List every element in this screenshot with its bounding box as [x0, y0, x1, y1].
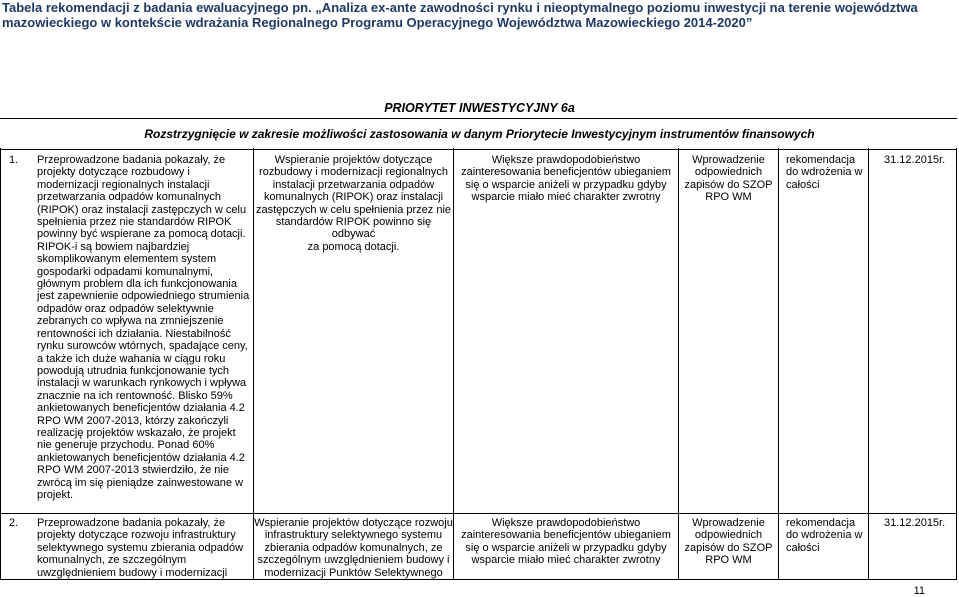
recommendation-text: Wspieranie projektów dotyczące rozwoju infrastruktury selektywnego systemu zbierania odpadów komunalnych, ze szczególnym uwzględnieniem budowy i modernizacji Punktów Selektywnego — [254, 517, 453, 579]
table-bottom-border — [0, 579, 957, 580]
priority-heading: PRIORYTET INWESTYCYJNY 6a — [384, 101, 575, 115]
deadline-text: 31.12.2015r. — [884, 154, 946, 166]
status-text: rekomendacja do wdrożenia w całości — [786, 517, 863, 554]
row-number: 1. — [9, 154, 19, 166]
deadline-text: 31.12.2015r. — [884, 517, 946, 529]
page-number: 11 — [913, 585, 925, 597]
column-divider — [678, 148, 679, 580]
finding-text: Przeprowadzone badania pokazały, że projekty dotyczące rozwoju infrastruktury selektywnego systemu zbierania odpadów komunalnych, ze szczególnym uwzględnieniem budowy i modernizacji — [37, 517, 244, 579]
row-number: 2. — [9, 517, 19, 529]
scope-heading: Rozstrzygnięcie w zakresie możliwości zastosowania w danym Priorytecie Inwestycyjnym instrumentów finansowych — [144, 127, 815, 141]
status-text: rekomendacja do wdrożenia w całości — [786, 154, 863, 191]
method-text: Wprowadzenie odpowiednich zapisów do SZOP RPO WM — [684, 517, 773, 567]
effect-text: Większe prawdopodobieństwo zainteresowania beneficjentów ubieganiem się o wsparcie aniżeli w przypadku gdyby wsparcie miało mieć charakter zwrotny — [461, 154, 671, 204]
column-divider — [453, 148, 454, 580]
effect-text: Większe prawdopodobieństwo zainteresowania beneficjentów ubieganiem się o wsparcie aniżeli w przypadku gdyby wsparcie miało mieć charakter zwrotny — [461, 517, 671, 567]
row-divider — [0, 513, 957, 514]
column-divider — [956, 148, 957, 580]
document-title: Tabela rekomendacji z badania ewaluacyjnego pn. „Analiza ex-ante zawodności rynku i nieoptymalnego poziomu inwestycji na terenie województwa mazowieckiego w kontekście wdrażania Regionalnego Programu Operacyjnego Województwa Mazowieckiego 2014-2020” — [2, 0, 918, 30]
finding-text: Przeprowadzone badania pokazały, że projekty dotyczące rozbudowy i modernizacji regionalnych instalacji przetwarzania odpadów komunalnych (RIPOK) oraz instalacji zastępczych w celu spełnienia przez nie standardów RIPOK powinny być wspierane za pomocą dotacji. RIPOK-i są bowiem najbardziej skomplikowanym elementem system gospodarki odpadami komunalnymi, głównym problem dla ich funkcjonowania jest zapewnienie odpowiedniego strumienia odpadów oraz odpadów selektywnie zebranych co wpływa na zmniejszenie rentowności ich działania. Niestabilność rynku surowców wtórnych, spadające ceny, a także ich duże wahania w ciągu roku powodują utrudnia funkcjonowanie tych instalacji w warunkach rynkowych i wpływa znacznie na ich rentowność. Blisko 59% ankietowanych beneficjentów działania 4.2 RPO WM 2007-2013, którzy zakończyli realizację projektów wskazało, że projekt nie generuje przychodu. Ponad 60% ankietowanych beneficjentów działania 4.2 RPO WM 2007-2013 stwierdziło, że nie zwrócą im się pieniądze zainwestowane w projekt. — [37, 154, 250, 501]
column-divider — [0, 148, 1, 580]
method-text: Wprowadzenie odpowiednich zapisów do SZOP RPO WM — [684, 154, 773, 204]
column-divider — [868, 148, 869, 580]
recommendation-text: Wspieranie projektów dotyczące rozbudowy i modernizacji regionalnych instalacji przetwarzania odpadów komunalnych (RIPOK) oraz instalacji zastępczych w celu spełnienia przez nie standardów RIPOK powinno się odbywać za pomocą dotacji. — [255, 154, 452, 253]
column-divider — [778, 148, 779, 580]
